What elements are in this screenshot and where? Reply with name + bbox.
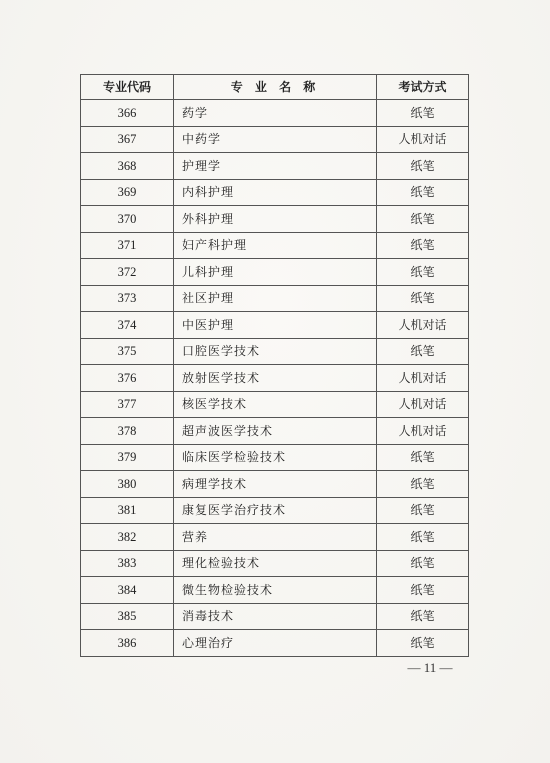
table-row [81,444,469,471]
exam-mode: 纸笔 [377,232,469,259]
specialty-code: 373 [81,285,174,312]
specialty-code: 384 [81,577,174,604]
specialty-name: 核医学技术 [174,391,377,418]
specialty-table [80,74,469,657]
header-name: 专 业 名 称 [174,75,377,100]
specialty-name: 放射医学技术 [174,365,377,392]
specialty-code: 377 [81,391,174,418]
specialty-code: 366 [81,100,174,127]
table-row [81,550,469,577]
specialty-name: 病理学技术 [174,471,377,498]
specialty-name: 妇产科护理 [174,232,377,259]
table-row [81,179,469,206]
exam-mode: 纸笔 [377,285,469,312]
specialty-name: 内科护理 [174,179,377,206]
specialty-name: 康复医学治疗技术 [174,497,377,524]
exam-mode: 人机对话 [377,312,469,339]
specialty-code: 380 [81,471,174,498]
table-header-row [81,75,469,100]
exam-mode: 纸笔 [377,577,469,604]
table-row [81,497,469,524]
table-row [81,126,469,153]
specialty-code: 371 [81,232,174,259]
table-row [81,312,469,339]
specialty-code: 381 [81,497,174,524]
exam-mode: 纸笔 [377,524,469,551]
exam-mode: 纸笔 [377,471,469,498]
specialty-code: 382 [81,524,174,551]
specialty-code: 383 [81,550,174,577]
exam-mode: 人机对话 [377,365,469,392]
table-body [81,100,469,657]
specialty-code: 375 [81,338,174,365]
table-row [81,524,469,551]
specialty-name: 临床医学检验技术 [174,444,377,471]
exam-mode: 纸笔 [377,179,469,206]
specialty-name: 口腔医学技术 [174,338,377,365]
specialty-name: 儿科护理 [174,259,377,286]
table-row [81,577,469,604]
table-row [81,391,469,418]
specialty-name: 理化检验技术 [174,550,377,577]
exam-mode: 纸笔 [377,550,469,577]
specialty-code: 367 [81,126,174,153]
specialty-name: 药学 [174,100,377,127]
specialty-code: 376 [81,365,174,392]
specialty-name: 消毒技术 [174,603,377,630]
specialty-name: 心理治疗 [174,630,377,657]
table-row [81,206,469,233]
table-row [81,630,469,657]
exam-mode: 人机对话 [377,126,469,153]
specialty-name: 社区护理 [174,285,377,312]
table-row [81,418,469,445]
specialty-code: 372 [81,259,174,286]
specialty-name: 中医护理 [174,312,377,339]
page-number: — 11 — [407,660,453,675]
table-row [81,471,469,498]
specialty-name: 超声波医学技术 [174,418,377,445]
exam-mode: 纸笔 [377,630,469,657]
exam-mode: 人机对话 [377,391,469,418]
specialty-name: 微生物检验技术 [174,577,377,604]
specialty-name: 营养 [174,524,377,551]
exam-mode: 纸笔 [377,338,469,365]
exam-mode: 纸笔 [377,206,469,233]
header-code: 专业代码 [81,75,174,100]
specialty-code: 374 [81,312,174,339]
specialty-code: 379 [81,444,174,471]
specialty-code: 385 [81,603,174,630]
specialty-code: 386 [81,630,174,657]
exam-mode: 纸笔 [377,497,469,524]
specialty-code: 378 [81,418,174,445]
exam-mode: 纸笔 [377,603,469,630]
table-row [81,100,469,127]
specialty-code: 370 [81,206,174,233]
table-row [81,603,469,630]
specialty-name: 护理学 [174,153,377,180]
exam-mode: 人机对话 [377,418,469,445]
exam-mode: 纸笔 [377,100,469,127]
exam-mode: 纸笔 [377,259,469,286]
header-mode: 考试方式 [377,75,469,100]
exam-mode: 纸笔 [377,153,469,180]
specialty-name: 外科护理 [174,206,377,233]
table-row [81,285,469,312]
table-row [81,153,469,180]
table-row [81,232,469,259]
specialty-name: 中药学 [174,126,377,153]
table-row [81,259,469,286]
specialty-code: 369 [81,179,174,206]
specialty-code: 368 [81,153,174,180]
table-row [81,338,469,365]
exam-mode: 纸笔 [377,444,469,471]
table-row [81,365,469,392]
